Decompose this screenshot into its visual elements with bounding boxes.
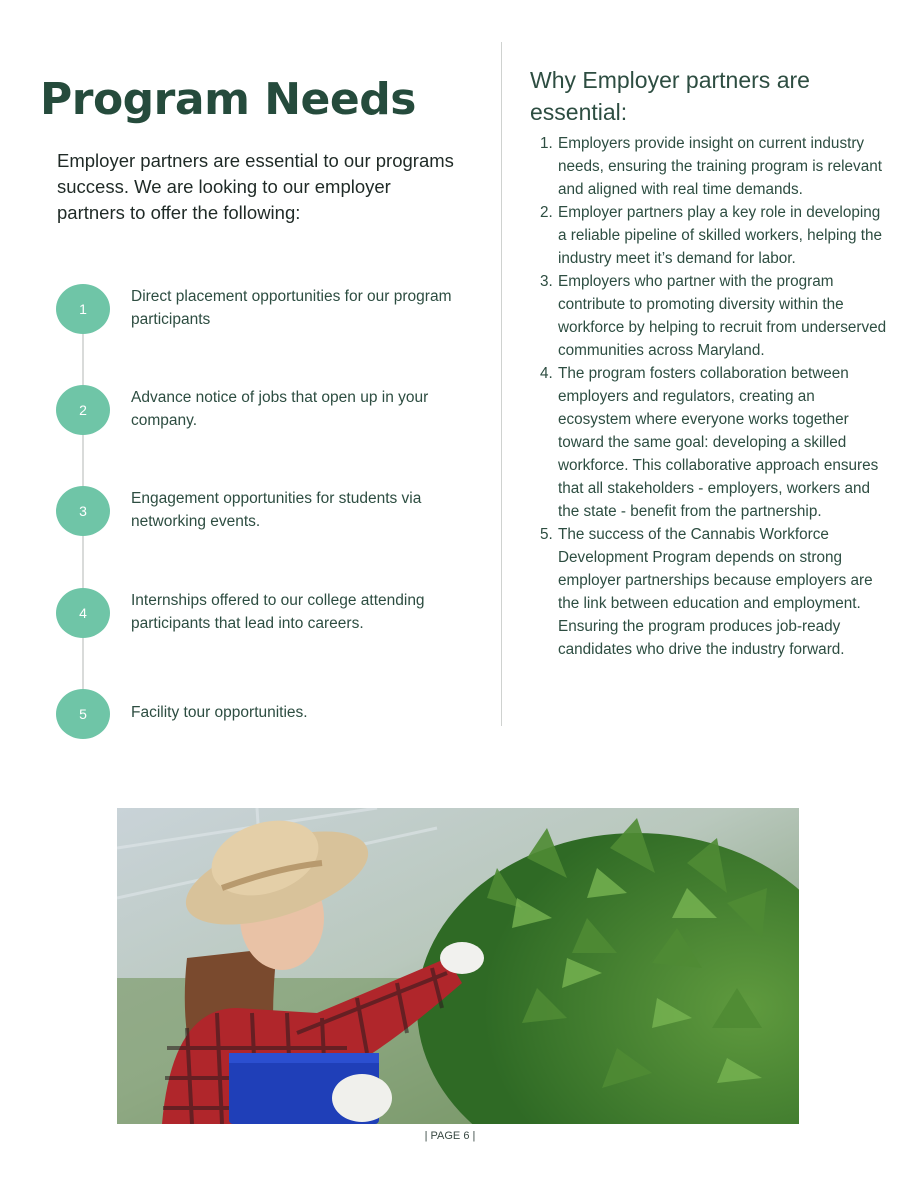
- step-number-badge: 4: [56, 588, 110, 638]
- list-item-number: 3.: [540, 273, 553, 290]
- step-number-badge: 1: [56, 284, 110, 334]
- intro-paragraph: Employer partners are essential to our programs success. We are looking to our employer partners to offer the following:: [57, 150, 454, 223]
- reasons-list: [540, 132, 892, 661]
- column-divider: [501, 42, 502, 726]
- list-item: [540, 132, 892, 201]
- list-item-number: 2.: [540, 204, 553, 221]
- step-number-badge: 5: [56, 689, 110, 739]
- list-item: [540, 523, 892, 661]
- list-item-number: 5.: [540, 526, 553, 543]
- page-footer: | PAGE 6 |: [424, 1130, 476, 1142]
- step-number-badge: 3: [56, 486, 110, 536]
- page-title: Program Needs: [40, 74, 416, 125]
- list-item: [540, 201, 892, 270]
- step-text: Internships offered to our college attending participants that lead into careers.: [131, 592, 425, 632]
- list-item-text: Employers provide insight on current industry needs, ensuring the training program is relevant and aligned with real time demands.: [558, 135, 882, 198]
- step-text: Direct placement opportunities for our program participants: [131, 288, 452, 328]
- list-item-text: The program fosters collaboration between employers and regulators, creating an ecosystem where everyone works together toward the same goal: developing a skilled workforce. This collaborative approach ensures that all stakeholders - employers, workers and the state - benefit from the partnership.: [558, 365, 879, 520]
- list-item: [540, 362, 892, 523]
- step-text: Engagement opportunities for students via networking events.: [131, 490, 422, 530]
- list-item-text: Employer partners play a key role in developing a reliable pipeline of skilled workers, helping the industry meet it’s demand for labor.: [558, 204, 882, 267]
- step-text: Advance notice of jobs that open up in your company.: [131, 389, 429, 429]
- list-item-text: The success of the Cannabis Workforce Development Program depends on strong employer partnerships because employers are the link between education and employment. Ensuring the program produces job-ready candidates who drive the industry forward.: [558, 526, 873, 658]
- list-item-text: Employers who partner with the program contribute to promoting diversity within the workforce by helping to recruit from underserved communities across Maryland.: [558, 273, 887, 359]
- why-heading: Why Employer partners are essential:: [530, 67, 810, 125]
- list-item-number: 1.: [540, 135, 553, 152]
- step-number-badge: 2: [56, 385, 110, 435]
- greenhouse-photo: [117, 808, 799, 1124]
- list-item-number: 4.: [540, 365, 553, 382]
- list-item: [540, 270, 892, 362]
- step-text: Facility tour opportunities.: [131, 704, 308, 721]
